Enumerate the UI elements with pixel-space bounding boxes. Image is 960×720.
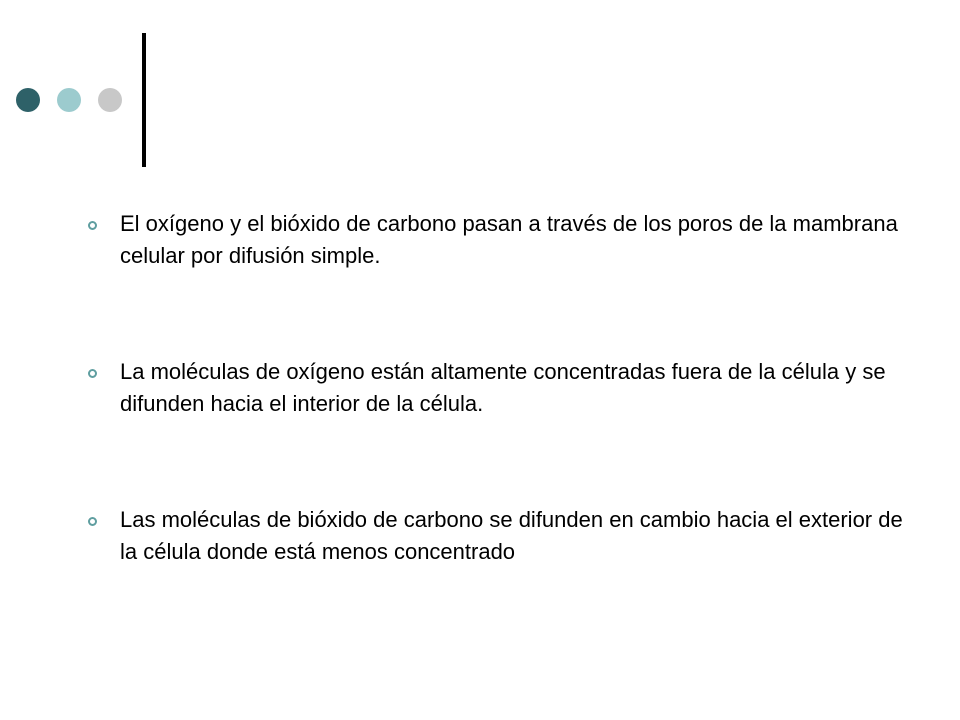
bullet-item-1	[88, 208, 908, 272]
bullet-text-3: Las moléculas de bióxido de carbono se difunden en cambio hacia el exterior de la célula donde está menos concentrado	[120, 507, 903, 564]
bullet-item-3	[88, 504, 908, 568]
title-divider-line	[142, 33, 146, 167]
decorative-dot-light-teal	[57, 88, 81, 112]
ring-bullet-icon	[88, 221, 97, 230]
ring-bullet-icon	[88, 369, 97, 378]
bullet-text-2: La moléculas de oxígeno están altamente concentradas fuera de la célula y se difunden hacia el interior de la célula.	[120, 359, 886, 416]
bullet-list	[88, 208, 908, 568]
decorative-dot-dark-teal	[16, 88, 40, 112]
bullet-item-2	[88, 356, 908, 420]
bullet-text-1: El oxígeno y el bióxido de carbono pasan a través de los poros de la mambrana celular por difusión simple.	[120, 211, 898, 268]
decorative-dot-gray	[98, 88, 122, 112]
ring-bullet-icon	[88, 517, 97, 526]
